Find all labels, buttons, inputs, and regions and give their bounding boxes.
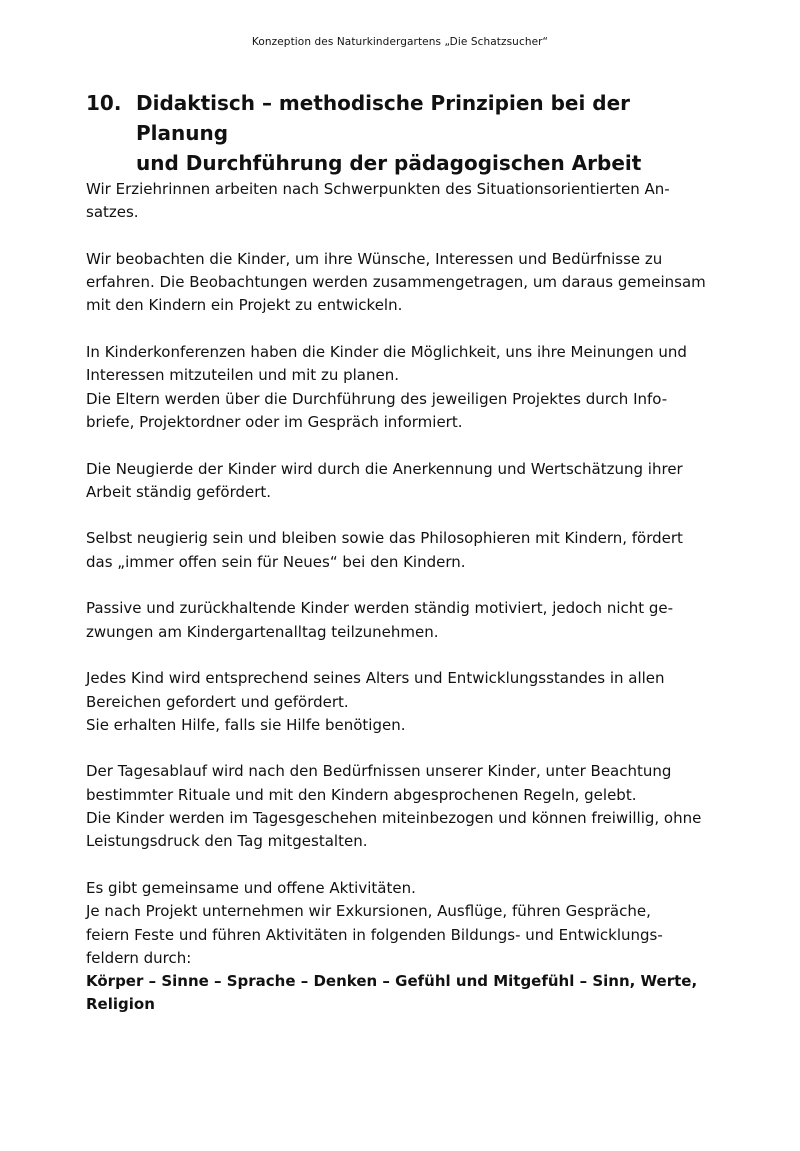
paragraph-observation	[86, 248, 726, 318]
paragraph-gap	[86, 434, 726, 457]
paragraph-gap	[86, 574, 726, 597]
text-line: Bereichen gefordert und gefördert.	[86, 692, 349, 711]
paragraph-philosophizing	[86, 527, 726, 574]
text-line: bestimmter Rituale und mit den Kindern abgesprochenen Regeln, gelebt.	[86, 785, 637, 804]
running-header: Konzeption des Naturkindergartens „Die Schatzsucher“	[251, 36, 549, 48]
paragraph-curiosity	[86, 458, 726, 505]
paragraph-daily-routine	[86, 760, 726, 853]
text-line: Interessen mitzuteilen und mit zu planen.	[86, 366, 400, 385]
paragraph-childrens-conferences	[86, 341, 726, 434]
chapter-number: 10.	[86, 91, 122, 115]
text-line: feldern durch:	[86, 948, 192, 967]
text-line: satzes.	[86, 203, 139, 222]
text-line: Die Neugierde der Kinder wird durch die Anerkennung und Wertschätzung ihrer	[86, 459, 683, 478]
paragraph-individual-support	[86, 667, 726, 737]
text-line: erfahren. Die Beobachtungen werden zusammengetragen, um daraus gemeinsam	[86, 273, 706, 292]
chapter-title-line-2: und Durchführung der pädagogischen Arbeit	[136, 151, 642, 175]
paragraph-gap	[86, 737, 726, 760]
text-line: mit den Kindern ein Projekt zu entwickeln.	[86, 296, 403, 315]
paragraph-gap	[86, 854, 726, 877]
learning-domains-line: Körper – Sinne – Sprache – Denken – Gefühl und Mitgefühl – Sinn, Werte,	[86, 972, 698, 991]
text-line: Der Tagesablauf wird nach den Bedürfnissen unserer Kinder, unter Beachtung	[86, 762, 672, 781]
text-line: Wir beobachten die Kinder, um ihre Wünsche, Interessen und Bedürfnisse zu	[86, 249, 663, 268]
text-line: Arbeit ständig gefördert.	[86, 482, 272, 501]
text-line: das „immer offen sein für Neues“ bei den Kindern.	[86, 552, 466, 571]
paragraph-gap	[86, 504, 726, 527]
text-line: Passive und zurückhaltende Kinder werden ständig motiviert, jedoch nicht ge-	[86, 599, 674, 618]
learning-domains-line: Religion	[86, 995, 155, 1014]
chapter-body	[86, 178, 726, 1017]
text-line: Es gibt gemeinsame und offene Aktivitäten.	[86, 878, 416, 897]
text-line: Jedes Kind wird entsprechend seines Alters und Entwicklungsstandes in allen	[86, 669, 665, 688]
paragraph-situational-approach	[86, 178, 726, 225]
paragraph-gap	[86, 644, 726, 667]
text-line: briefe, Projektordner oder im Gespräch informiert.	[86, 412, 463, 431]
text-line: Wir Erziehrinnen arbeiten nach Schwerpunkten des Situationsorientierten An-	[86, 180, 670, 198]
text-line: Die Kinder werden im Tagesgeschehen miteinbezogen und können freiwillig, ohne	[86, 809, 702, 828]
text-line: In Kinderkonferenzen haben die Kinder die Möglichkeit, uns ihre Meinungen und	[86, 343, 687, 362]
paragraph-activities	[86, 877, 726, 1017]
paragraph-passive-children	[86, 597, 726, 644]
chapter-title-line-1: Didaktisch – methodische Prinzipien bei der Planung	[136, 91, 631, 145]
text-line: Je nach Projekt unternehmen wir Exkursionen, Ausflüge, führen Gespräche,	[86, 902, 651, 921]
chapter-title	[86, 88, 726, 178]
text-line: Sie erhalten Hilfe, falls sie Hilfe benötigen.	[86, 715, 406, 734]
paragraph-gap	[86, 318, 726, 341]
text-line: Die Eltern werden über die Durchführung des jeweiligen Projektes durch Info-	[86, 389, 668, 408]
text-line: Leistungsdruck den Tag mitgestalten.	[86, 832, 368, 851]
text-line: zwungen am Kindergartenalltag teilzunehmen.	[86, 622, 439, 641]
text-line: feiern Feste und führen Aktivitäten in folgenden Bildungs- und Entwicklungs-	[86, 925, 663, 944]
paragraph-gap	[86, 225, 726, 248]
text-line: Selbst neugierig sein und bleiben sowie das Philosophieren mit Kindern, fördert	[86, 529, 683, 548]
